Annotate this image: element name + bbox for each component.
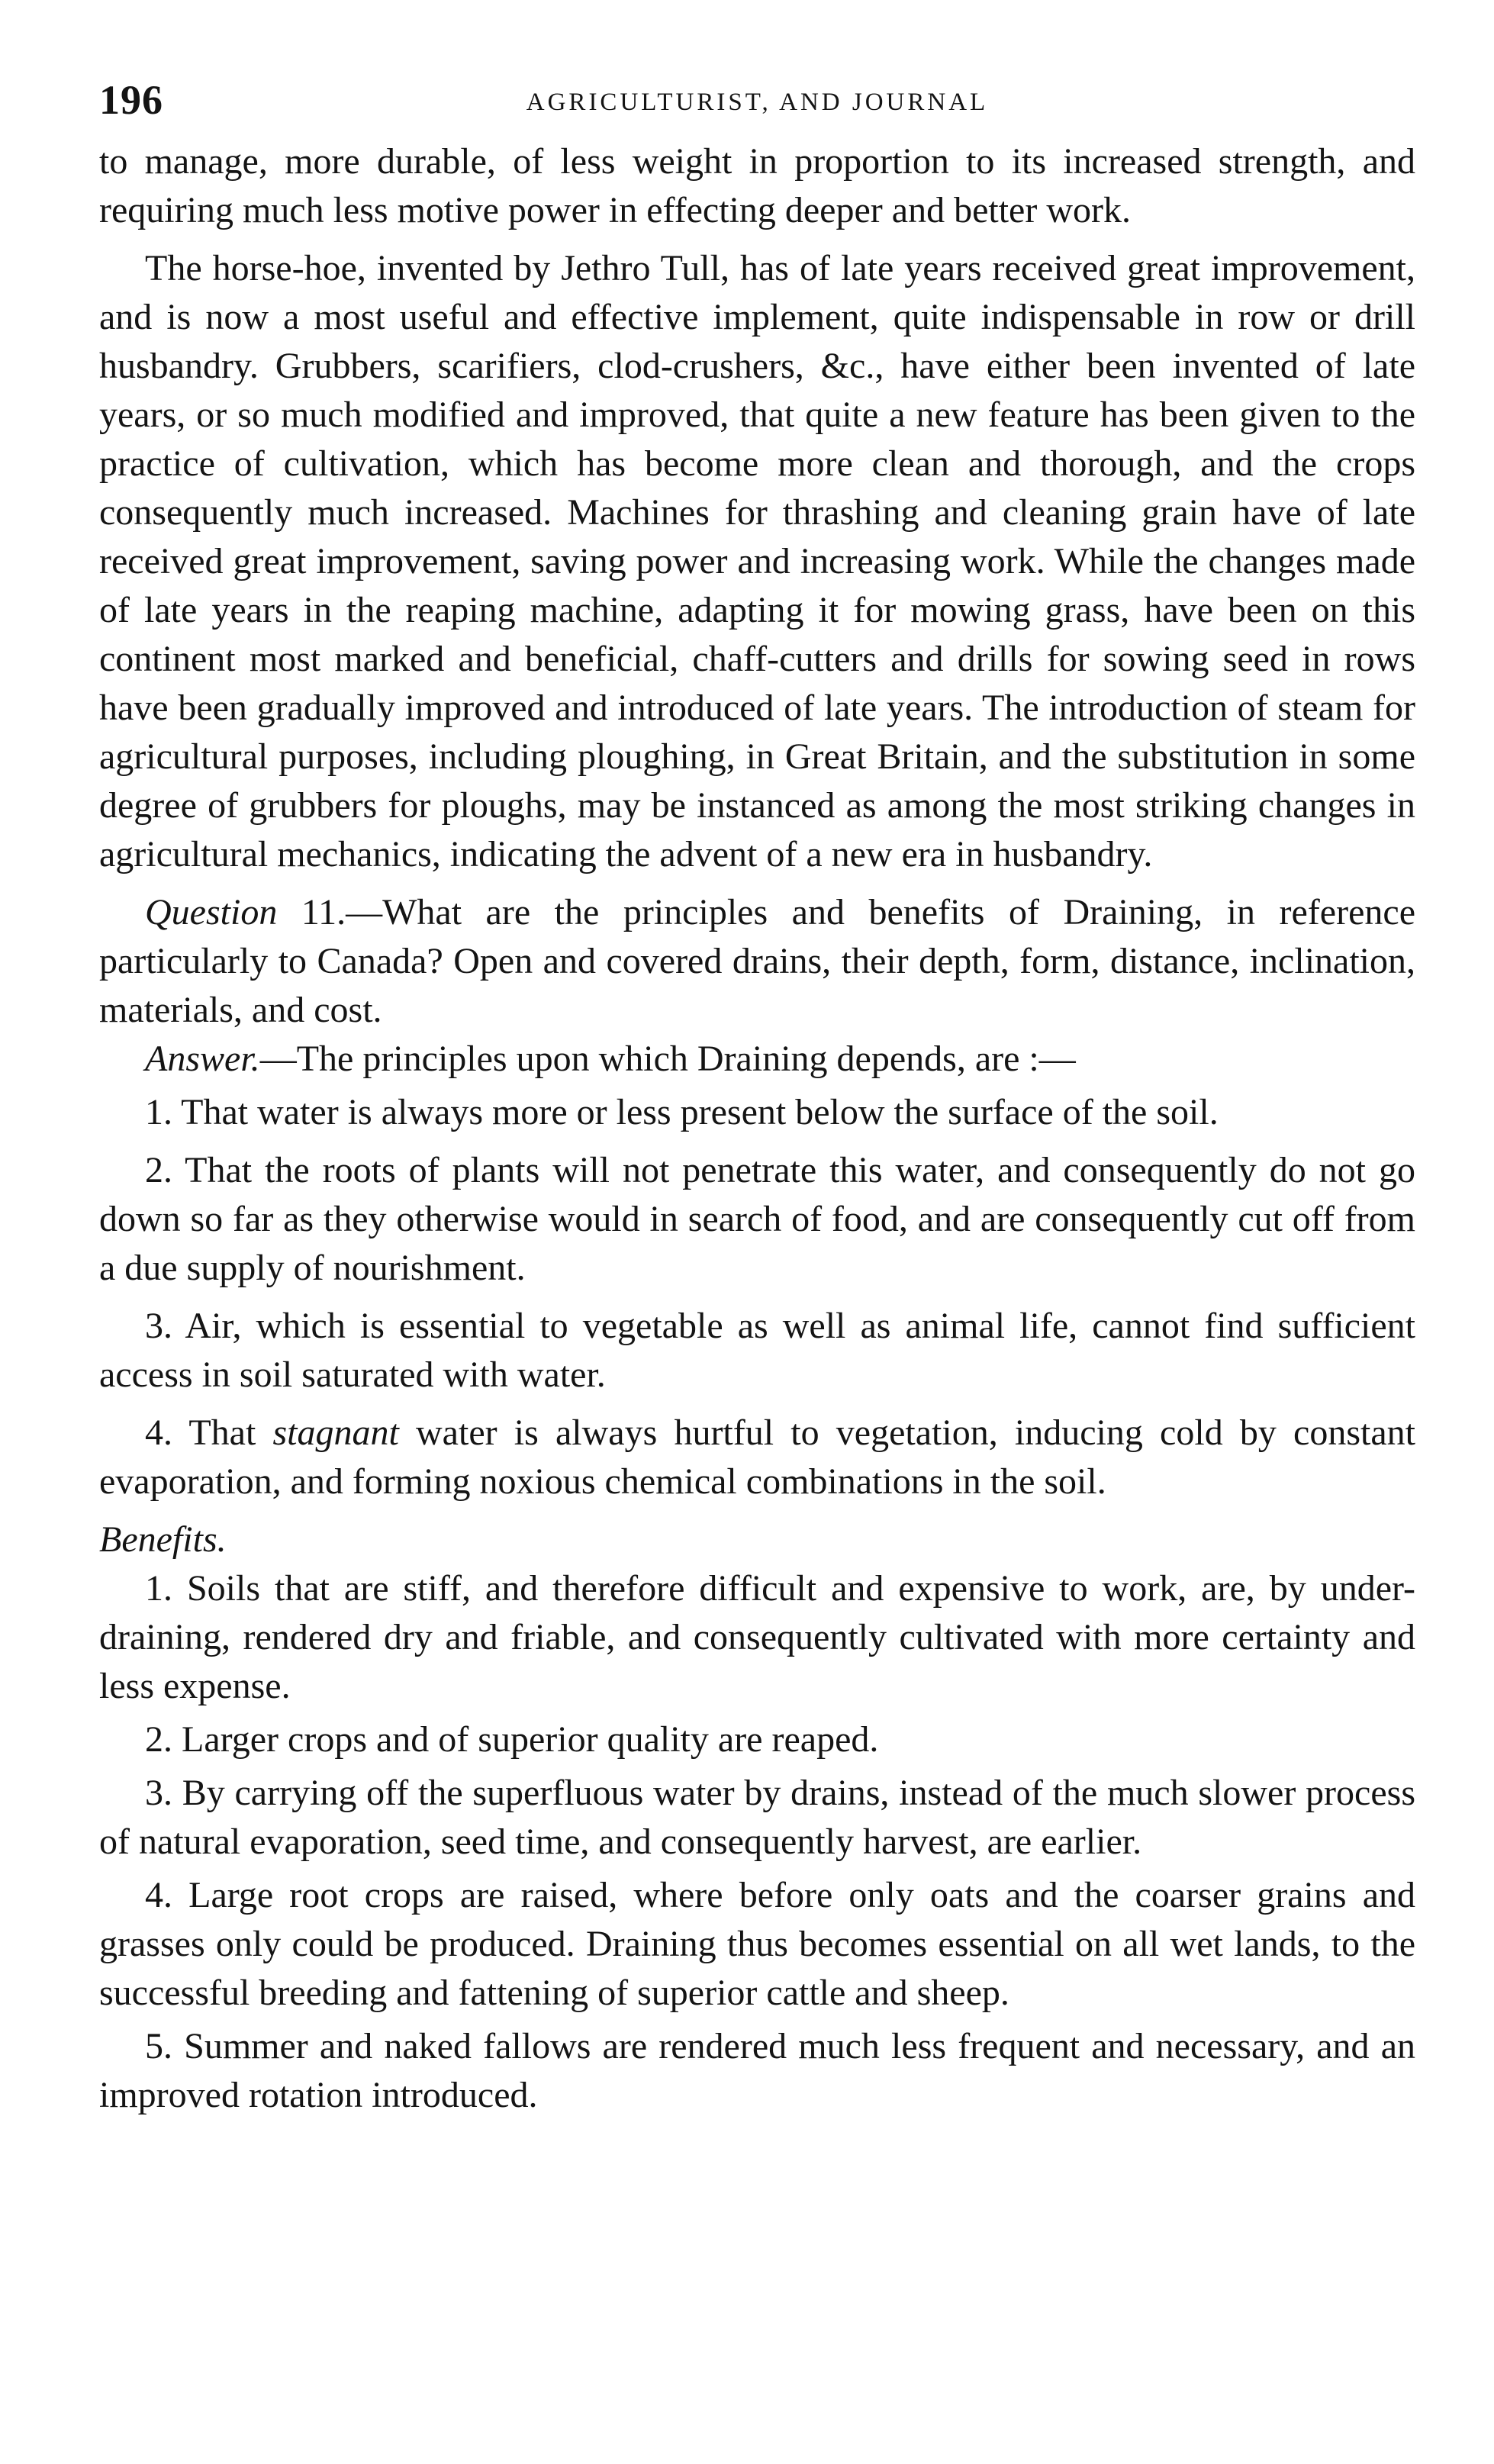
principle-4-emphasis: stagnant: [272, 1412, 399, 1453]
benefit-2: 2. Larger crops and of superior quality are reaped.: [145, 1719, 879, 1760]
principle-4-end: water is always hurtful to vegetation, inducing cold by constant evaporation, and forming noxious chemical combinations in the soil.: [99, 1412, 1416, 1502]
answer-label: Answer.: [145, 1039, 260, 1079]
question-text: 11.—What are the principles and benefits of Draining, in reference particularly to Canada? Open and covered drains, their depth, form, distance, inclination, materials, and cost.: [99, 892, 1415, 1030]
paragraph-continuation: to manage, more durable, of less weight in proportion to its increased strength, and requiring much less motive power in effecting deeper and better work.: [99, 141, 1415, 230]
running-head: AGRICULTURIST, AND JOURNAL: [526, 89, 989, 116]
benefit-5: 5. Summer and naked fallows are rendered much less frequent and necessary, and an improved rotation introduced.: [99, 2026, 1415, 2115]
paragraph-horse-hoe: The horse-hoe, invented by Jethro Tull, has of late years received great improvement, and is now a most useful and effective implement, quite indispensable in row or drill husbandry. Grubbers, scarifiers, clod-crushers, &c., have either been invented of late years, or so much modified and improved, that quite a new feature has been given to the practice of cultivation, which has become more clean and thorough, and the crops consequently much increased. Machines for thrashing and cleaning grain have of late received great improvement, saving power and increasing work. While the changes made of late years in the reaping machine, adapting it for mowing grass, have been on this continent most marked and beneficial, chaff-cutters and drills for sowing seed in rows have been gradually improved and introduced of late years. The introduction of steam for agricultural purposes, including ploughing, in Great Britain, and the substitution in some degree of grubbers for ploughs, may be instanced as among the most striking changes in agricultural mechanics, indicating the advent of a new era in husbandry.: [99, 248, 1415, 874]
benefit-4: 4. Large root crops are raised, where before only oats and the coarser grains and grasses only could be produced. Draining thus becomes essential on all wet lands, to the successful breeding and fattening of superior cattle and sheep.: [99, 1875, 1415, 2013]
principle-2: 2. That the roots of plants will not penetrate this water, and consequently do not go down so far as they otherwise would in search of food, and are consequently cut off from a due supply of nourishment.: [99, 1150, 1415, 1288]
page-number: 196: [99, 77, 163, 123]
question-label: Question: [145, 892, 278, 932]
body-text: [99, 137, 1415, 2120]
book-page: [99, 76, 1415, 2120]
benefits-heading: Benefits.: [99, 1519, 227, 1560]
answer-paragraph: [99, 1035, 1415, 1084]
principle-4: [99, 1409, 1415, 1506]
principle-3: 3. Air, which is essential to vegetable as well as animal life, cannot find sufficient access in soil saturated with water.: [99, 1306, 1415, 1395]
page-header: [99, 76, 1415, 137]
principle-1: 1. That water is always more or less present below the surface of the soil.: [145, 1092, 1219, 1132]
benefit-1: 1. Soils that are stiff, and therefore difficult and expensive to work, are, by under-draining, rendered dry and friable, and consequently cultivated with more certainty and less expense.: [99, 1568, 1415, 1706]
principle-4-start: 4. That: [145, 1412, 273, 1453]
question-paragraph: [99, 888, 1415, 1035]
benefit-3: 3. By carrying off the superfluous water by drains, instead of the much slower process of natural evaporation, seed time, and consequently harvest, are earlier.: [99, 1773, 1415, 1862]
answer-text: —The principles upon which Draining depends, are :—: [259, 1039, 1076, 1079]
